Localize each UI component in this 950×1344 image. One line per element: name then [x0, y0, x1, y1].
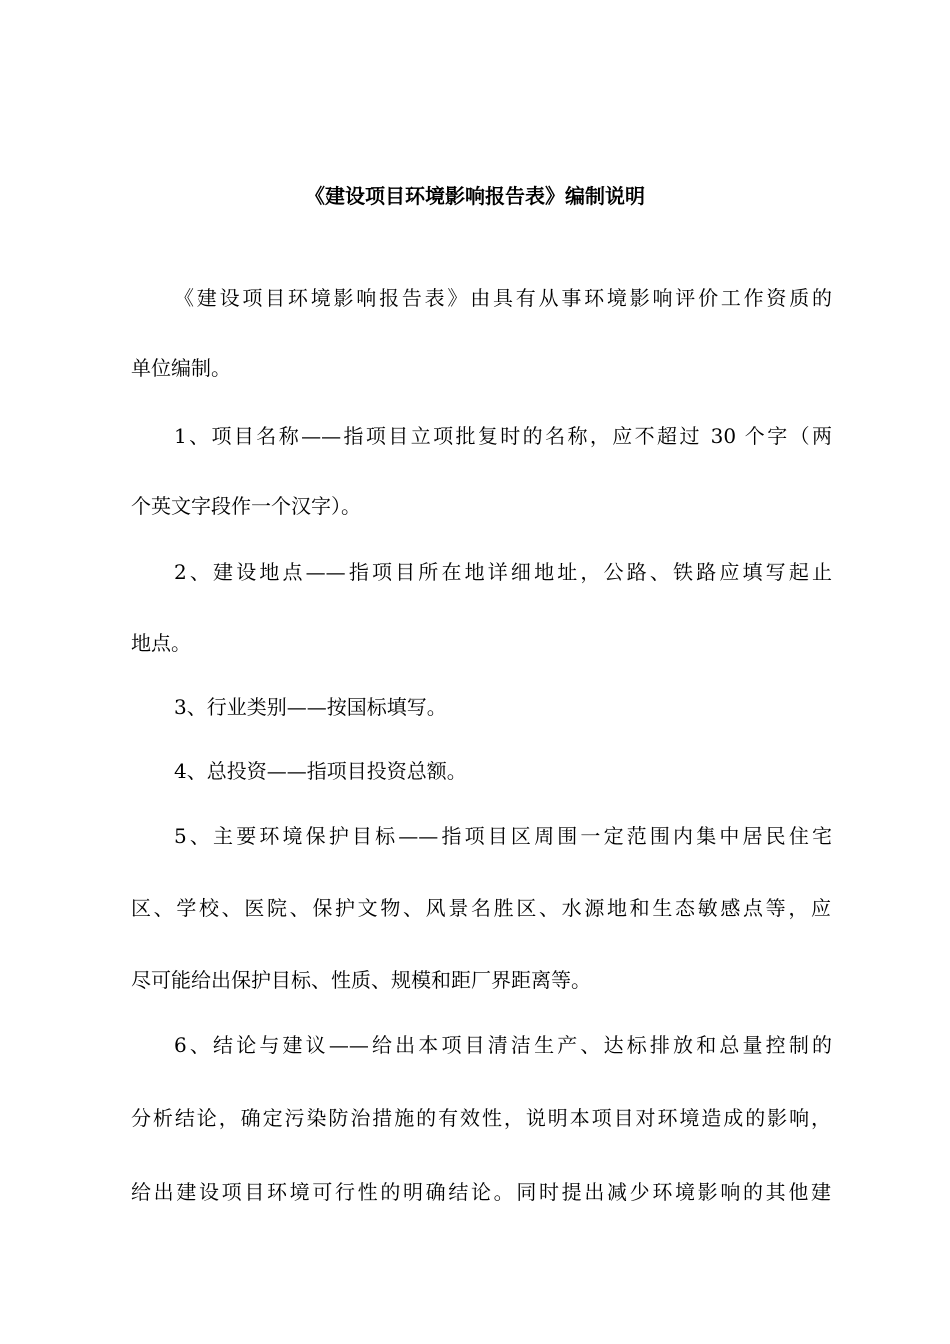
paragraph-line: 分析结论，确定污染防治措施的有效性，说明本项目对环境造成的影响，	[131, 1106, 831, 1130]
paragraph-line: 1、项目名称——指项目立项批复时的名称，应不超过 30 个字（两	[174, 424, 832, 448]
paragraph-line: 给出建设项目环境可行性的明确结论。同时提出减少环境影响的其他建	[131, 1180, 831, 1204]
paragraph-line: 单位编制。	[131, 356, 231, 380]
document-title: 《建设项目环境影响报告表》编制说明	[305, 184, 645, 208]
paragraph-line: 个英文字段作一个汉字）。	[131, 494, 361, 518]
paragraph-line: 《建设项目环境影响报告表》由具有从事环境影响评价工作资质的	[174, 286, 832, 310]
paragraph-line: 4、总投资——指项目投资总额。	[174, 759, 467, 783]
paragraph-line: 2、建设地点——指项目所在地详细地址，公路、铁路应填写起止	[174, 560, 832, 584]
paragraph-line: 3、行业类别——按国标填写。	[174, 695, 447, 719]
paragraph-line: 6、结论与建议——给出本项目清洁生产、达标排放和总量控制的	[174, 1033, 832, 1057]
paragraph-line: 区、学校、医院、保护文物、风景名胜区、水源地和生态敏感点等，应	[131, 896, 831, 920]
paragraph-line: 5、主要环境保护目标——指项目区周围一定范围内集中居民住宅	[174, 824, 832, 848]
paragraph-line: 尽可能给出保护目标、性质、规模和距厂界距离等。	[131, 968, 591, 992]
paragraph-line: 地点。	[131, 631, 191, 655]
